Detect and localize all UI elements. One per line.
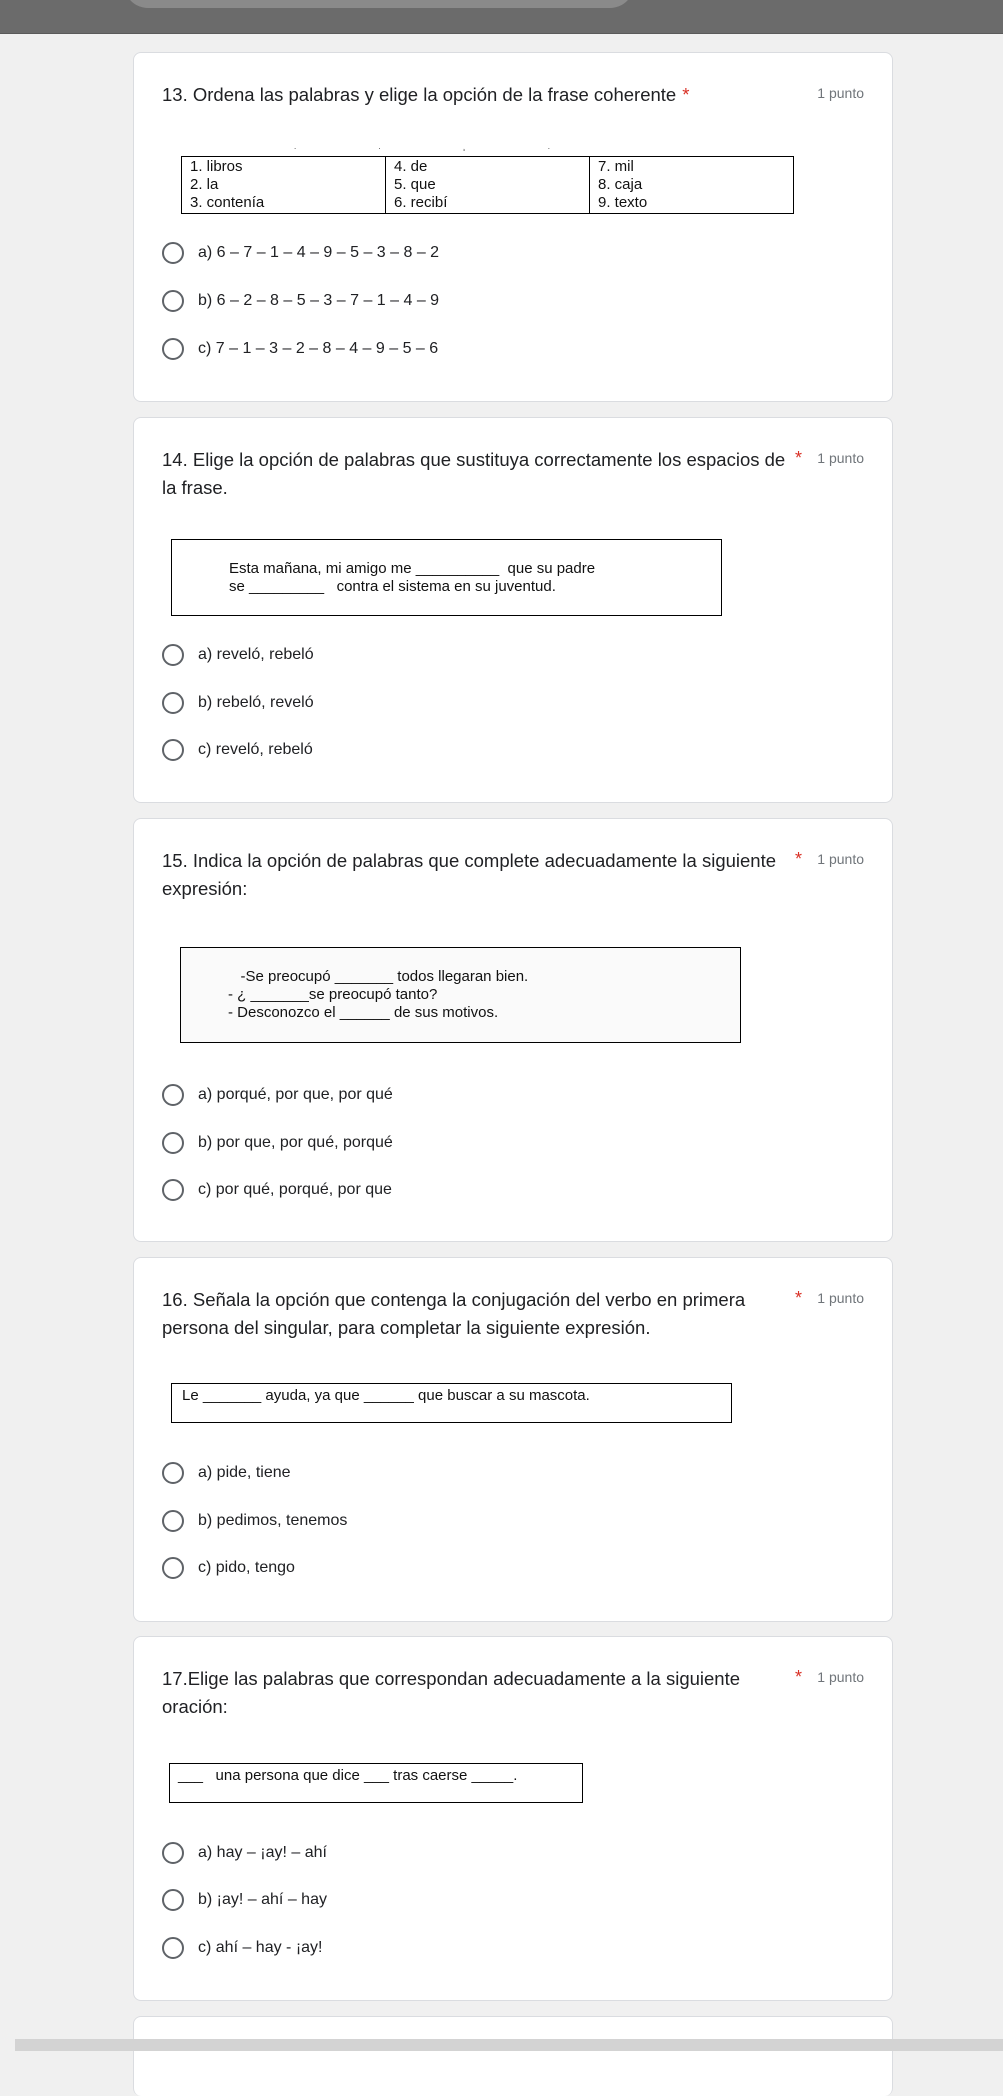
question-points: 1 punto <box>817 1669 864 1685</box>
sentence-box: Le _______ ayuda, ya que ______ que buscar a su mascota. <box>171 1383 732 1423</box>
radio-circle-icon[interactable] <box>162 290 184 312</box>
sentence-box: ___ una persona que dice ___ tras caerse _____. <box>169 1763 583 1803</box>
required-asterisk: * <box>682 84 690 105</box>
radio-circle-icon[interactable] <box>162 1132 184 1154</box>
sentence-box: Esta mañana, mi amigo me __________ que su padre se _________ contra el sistema en su juventud. <box>171 539 722 616</box>
question-points: 1 punto <box>817 450 864 466</box>
question-card-next <box>133 2016 893 2096</box>
question-title: 17.Elige las palabras que correspondan adecuadamente a la siguiente oración: <box>162 1668 741 1717</box>
question-points: 1 punto <box>817 85 864 101</box>
radio-circle-icon[interactable] <box>162 1179 184 1201</box>
question-title: 16. Señala la opción que contenga la conjugación del verbo en primera persona del singular, para completar la siguiente expresión. <box>162 1289 746 1338</box>
radio-option-b[interactable]: b) por que, por qué, porqué <box>162 1129 393 1157</box>
radio-option-c[interactable]: c) 7 – 1 – 3 – 2 – 8 – 4 – 9 – 5 – 6 <box>162 335 438 363</box>
radio-option-b[interactable]: b) pedimos, tenemos <box>162 1507 347 1535</box>
image-crop-artifact: . . ¸ . <box>294 142 590 151</box>
radio-option-a[interactable]: a) pide, tiene <box>162 1459 291 1487</box>
radio-option-c[interactable]: c) ahí – hay - ¡ay! <box>162 1934 323 1962</box>
required-asterisk: * <box>794 448 802 468</box>
radio-option-b[interactable]: b) rebeló, reveló <box>162 689 314 717</box>
question-points: 1 punto <box>817 851 864 867</box>
word-table <box>181 156 794 214</box>
required-asterisk: * <box>794 1667 802 1687</box>
radio-circle-icon[interactable] <box>162 692 184 714</box>
radio-option-b[interactable]: b) ¡ay! – ahí – hay <box>162 1886 327 1914</box>
word-column: 7. mil 8. caja 9. texto <box>598 158 648 211</box>
browser-top-bar <box>0 0 1003 34</box>
radio-circle-icon[interactable] <box>162 739 184 761</box>
radio-circle-icon[interactable] <box>162 1084 184 1106</box>
radio-circle-icon[interactable] <box>162 1557 184 1579</box>
question-points: 1 punto <box>817 1290 864 1306</box>
radio-option-a[interactable]: a) reveló, rebeló <box>162 641 314 669</box>
word-column: 4. de 5. que 6. recibí <box>386 157 590 213</box>
question-card-15 <box>133 818 893 1242</box>
question-title: 13. Ordena las palabras y elige la opción de la frase coherente * <box>162 84 690 105</box>
radio-option-c[interactable]: c) pido, tengo <box>162 1554 295 1582</box>
radio-circle-icon[interactable] <box>162 242 184 264</box>
radio-circle-icon[interactable] <box>162 644 184 666</box>
radio-circle-icon[interactable] <box>162 338 184 360</box>
radio-circle-icon[interactable] <box>162 1842 184 1864</box>
question-card-17 <box>133 1636 893 2001</box>
radio-option-c[interactable]: c) por qué, porqué, por que <box>162 1176 392 1204</box>
radio-circle-icon[interactable] <box>162 1937 184 1959</box>
question-title: 14. Elige la opción de palabras que sustituya correctamente los espacios de la frase. <box>162 449 786 498</box>
question-card-16 <box>133 1257 893 1622</box>
question-title: 15. Indica la opción de palabras que complete adecuadamente la siguiente expresión: <box>162 850 777 899</box>
radio-circle-icon[interactable] <box>162 1462 184 1484</box>
required-asterisk: * <box>794 1288 802 1308</box>
radio-circle-icon[interactable] <box>162 1510 184 1532</box>
radio-option-a[interactable]: a) porqué, por que, por qué <box>162 1081 393 1109</box>
top-bar-tab-shape <box>124 0 634 8</box>
required-asterisk: * <box>794 849 802 869</box>
horizontal-scrollbar[interactable] <box>15 2039 1003 2051</box>
radio-circle-icon[interactable] <box>162 1889 184 1911</box>
radio-option-a[interactable]: a) 6 – 7 – 1 – 4 – 9 – 5 – 3 – 8 – 2 <box>162 239 439 267</box>
radio-option-c[interactable]: c) reveló, rebeló <box>162 736 313 764</box>
question-card-13 <box>133 52 893 402</box>
radio-option-b[interactable]: b) 6 – 2 – 8 – 5 – 3 – 7 – 1 – 4 – 9 <box>162 287 439 315</box>
question-card-14 <box>133 417 893 803</box>
radio-option-a[interactable]: a) hay – ¡ay! – ahí <box>162 1839 327 1867</box>
sentence-box: -Se preocupó _______ todos llegaran bien. - ¿ _______se preocupó tanto? - Desconozco el ______ de sus motivos. <box>180 947 741 1043</box>
word-column: 1. libros 2. la 3. contenía <box>182 157 386 213</box>
